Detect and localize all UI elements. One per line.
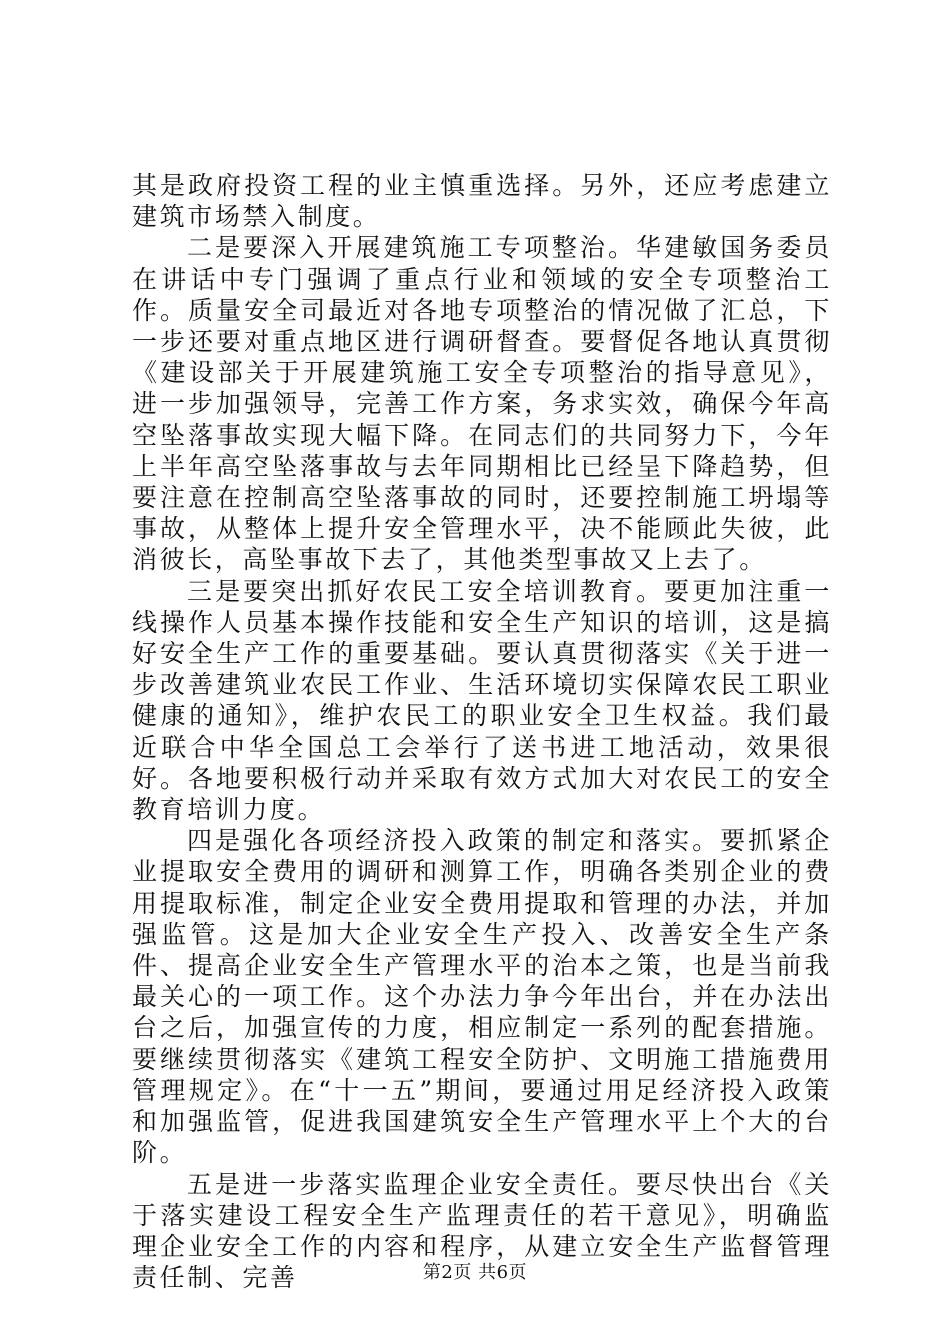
paragraph-continuation: 其是政府投资工程的业主慎重选择。另外，还应考虑建立建筑市场禁入制度。 — [132, 171, 832, 232]
paragraph-item-4: 四是强化各项经济投入政策的制定和落实。要抓紧企业提取安全费用的调研和测算工作，明确各类别企业的费用提取标准，制定企业安全费用提取和管理的办法，并加强监管。这是加大企业安全生产投入、改善安全生产条件、提高企业安全生产管理水平的治本之策，也是当前我最关心的一项工作。这个办法力争今年出台，并在办法出台之后，加强宣传的力度，相应制定一系列的配套措施。要继续贯彻落实《建筑工程安全防护、文明施工措施费用管理规定》。在“十一五”期间，要通过用足经济投入政策和加强监管，促进我国建筑安全生产管理水平上个大的台阶。 — [132, 826, 832, 1168]
paragraph-item-2: 二是要深入开展建筑施工专项整治。华建敏国务委员在讲话中专门强调了重点行业和领域的安全专项整治工作。质量安全司最近对各地专项整治的情况做了汇总，下一步还要对重点地区进行调研督查。要督促各地认真贯彻《建设部关于开展建筑施工安全专项整治的指导意见》，进一步加强领导，完善工作方案，务求实效，确保今年高空坠落事故实现大幅下降。在同志们的共同努力下，今年上半年高空坠落事故与去年同期相比已经呈下降趋势，但要注意在控制高空坠落事故的同时，还要控制施工坍塌等事故，从整体上提升安全管理水平，决不能顾此失彼，此消彼长，高坠事故下去了，其他类型事故又上去了。 — [132, 233, 832, 575]
page-number-footer: 第2页 共6页 — [422, 1262, 528, 1283]
paragraph-item-5: 五是进一步落实监理企业安全责任。要尽快出台《关于落实建设工程安全生产监理责任的若干意见》，明确监理企业安全工作的内容和程序，从建立安全生产监督管理责任制、完善 — [132, 1169, 832, 1293]
document-body — [132, 170, 832, 1293]
paragraph-item-3: 三是要突出抓好农民工安全培训教育。要更加注重一线操作人员基本操作技能和安全生产知识的培训，这是搞好安全生产工作的重要基础。要认真贯彻落实《关于进一步改善建筑业农民工作业、生活环境切实保障农民工职业健康的通知》，维护农民工的职业安全卫生权益。我们最近联合中华全国总工会举行了送书进工地活动，效果很好。各地要积极行动并采取有效方式加大对农民工的安全教育培训力度。 — [132, 576, 832, 825]
